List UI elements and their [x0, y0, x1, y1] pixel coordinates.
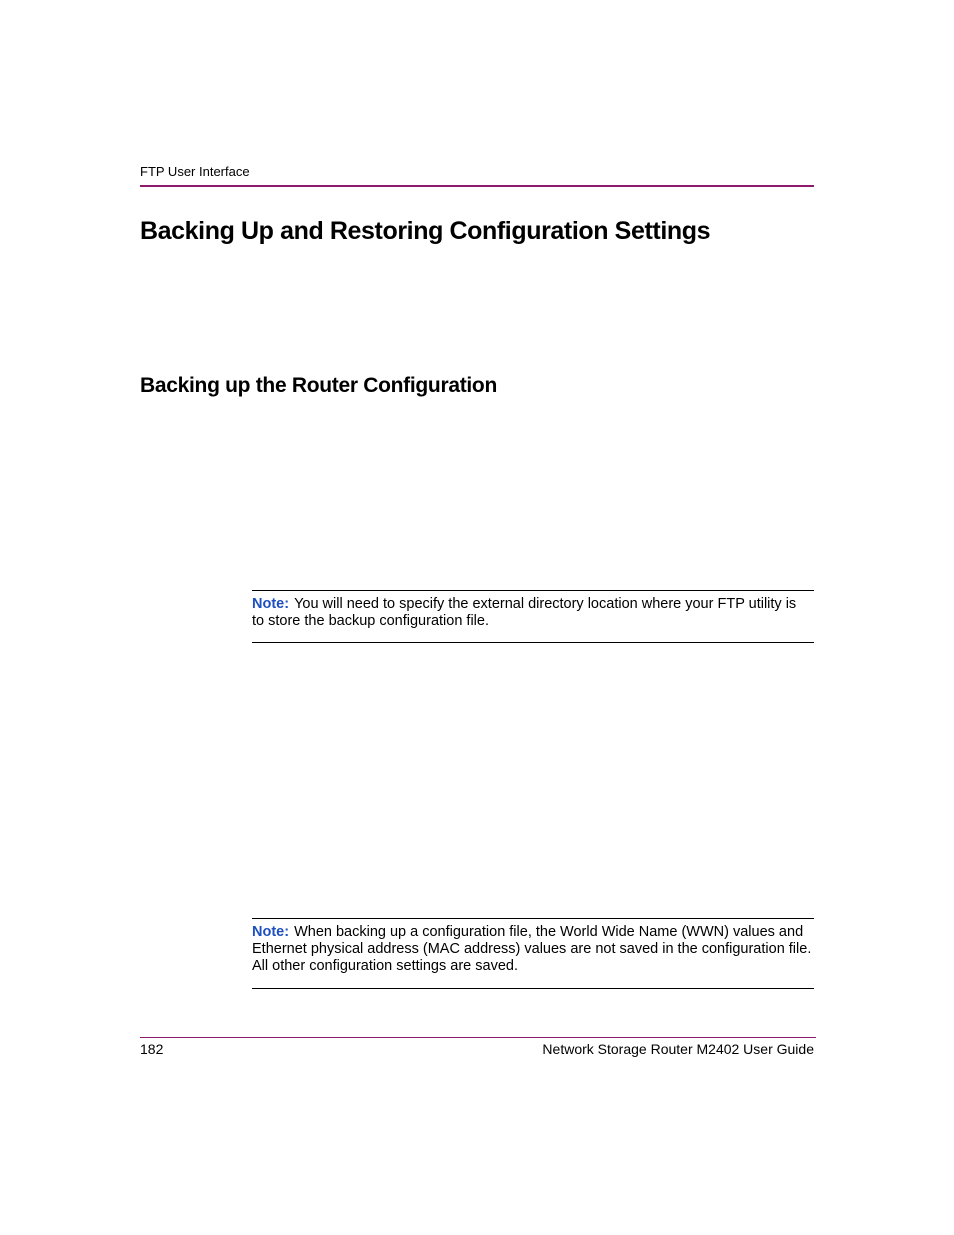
note-top-rule — [252, 918, 814, 919]
page-number: 182 — [140, 1041, 164, 1057]
note-body: You will need to specify the external directory location where your FTP utility is to store the backup configuration file. — [252, 596, 797, 629]
note-2 — [252, 924, 812, 975]
note-bottom-rule — [252, 988, 814, 989]
section-heading: Backing up the Router Configuration — [140, 374, 497, 397]
running-header: FTP User Interface — [140, 164, 250, 179]
page-title: Backing Up and Restoring Configuration Settings — [140, 217, 711, 245]
footer-doc-title: Network Storage Router M2402 User Guide — [542, 1041, 814, 1057]
footer-rule — [140, 1037, 816, 1038]
note-1 — [252, 596, 812, 630]
note-body: When backing up a configuration file, the World Wide Name (WWN) values and Ethernet physical address (MAC address) values are not saved in the configuration file. All other configuration settings are saved. — [252, 924, 812, 974]
note-bottom-rule — [252, 642, 814, 643]
header-rule — [140, 185, 814, 187]
note-label: Note: — [252, 924, 290, 940]
note-top-rule — [252, 590, 814, 591]
note-label: Note: — [252, 596, 290, 612]
